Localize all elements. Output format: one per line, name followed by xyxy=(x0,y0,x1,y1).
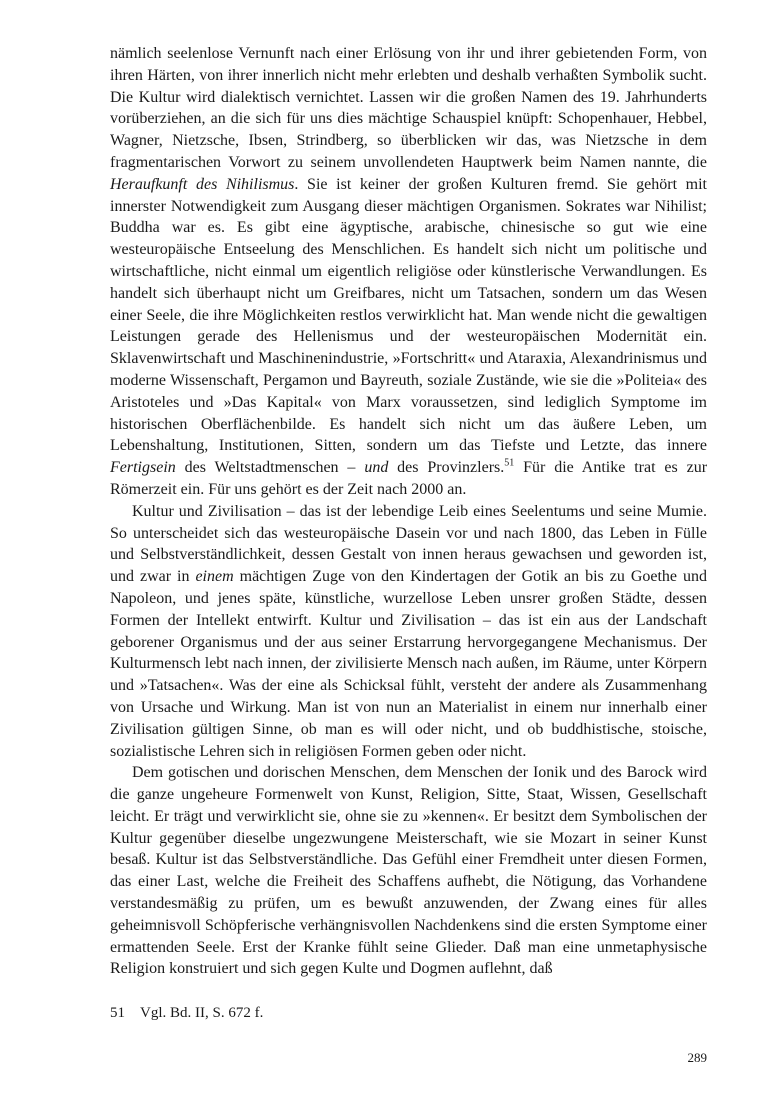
text-run: Für die Antike trat es zur Römerzeit ein. Für uns gehört es der Zeit nach 2000 an. xyxy=(110,459,708,498)
footnote-reference: 51 xyxy=(504,457,515,469)
paragraph xyxy=(110,43,707,501)
text-run: Kultur und Zivilisation – das ist der lebendige Leib eines Seelentums und seine Mumie. So unterscheidet sich das westeuropäische Dasein vor und nach 1800, das Leben in Fülle und Selbstverständlichkeit, dessen Gestalt von innen heraus gewachsen und geworden ist, und zwar in xyxy=(110,502,707,586)
text-run: Dem gotischen und dorischen Menschen, dem Menschen der Ionik und des Barock wird die ganze ungeheure Formenwelt von Kunst, Religion, Sitte, Staat, Wissen, Gesellschaft leicht. Er trägt und verwirklicht sie, ohne sie zu »kennen«. Er besitzt dem Symbolischen der Kultur gegenüber dieselbe ungezwungene Meisterschaft, wie sie Mozart in seiner Kunst besaß. Kultur ist das Selbstverständliche. Das Gefühl einer Fremdheit unter diesen Formen, das einer Last, welche die Freiheit des Schaffens aufhebt, die Nötigung, das Vorhandene verstandesmäßig zu prüfen, um es bewußt anzuwenden, der Zwang eines für alles geheimnisvoll Schöpferische verhängnisvollen Nachdenkens sind die ersten Symptome einer ermattenden Seele. Erst der Kranke fühlt seine Glieder. Daß man eine unmetaphysische Religion konstruiert und sich gegen Kulte und Dogmen auflehnt, daß xyxy=(110,764,707,978)
text-run: des Provinzlers. xyxy=(388,459,505,477)
paragraph xyxy=(110,501,707,763)
footnote-text: Vgl. Bd. II, S. 672 f. xyxy=(140,1005,264,1021)
text-run: mächtigen Zuge von den Kindertagen der Gotik an bis zu Goethe und Napoleon, und jenes späte, künstliche, wurzellose Leben unsrer großen Städte, dessen Formen der Intellekt entwirft. Kultur und Zivilisation – das ist ein aus der Landschaft geborener Organismus und der aus seiner Erstarrung hervorgegangene Mechanismus. Der Kulturmensch lebt nach innen, der zivilisierte Mensch nach außen, im Räume, unter Körpern und »Tatsachen«. Was der eine als Schicksal fühlt, versteht der andere als Zusammenhang von Ursache und Wirkung. Man ist von nun an Materialist in einem nur innerhalb einer Zivilisation gültigen Sinne, ob man es will oder nicht, und ob buddhistische, stoische, sozialistische Lehren sich in religiösen Formen geben oder nicht. xyxy=(110,568,707,760)
footnote xyxy=(110,1003,707,1023)
text-run: des Weltstadtmenschen – xyxy=(175,459,365,477)
emphasis: und xyxy=(364,459,389,477)
page-number: 289 xyxy=(687,1050,707,1065)
emphasis: Heraufkunft des Nihilismus xyxy=(110,175,295,193)
footnote-number: 51 xyxy=(110,1005,125,1021)
paragraph xyxy=(110,762,707,980)
emphasis: Fertigsein xyxy=(110,459,176,477)
body-text xyxy=(110,43,707,980)
emphasis: einem xyxy=(195,568,234,586)
text-run: nämlich seelenlose Vernunft nach einer Erlösung von ihr und ihrer gebietenden Form, von ihren Härten, von ihrer innerlich nicht mehr erlebten und deshalb verhaßten Symbolik sucht. Die Kultur wird dialektisch vernichtet. Lassen wir die großen Namen des 19. Jahrhunderts vorüberziehen, an die sich für uns dies mächtige Schauspiel knüpft: Schopenhauer, Hebbel, Wagner, Nietzsche, Ibsen, Strindberg, so überblicken wir das, was Nietzsche in dem fragmentarischen Vorwort zu seinem unvollendeten Hauptwerk beim Namen nannte, die xyxy=(110,45,707,171)
text-run: . Sie ist keiner der großen Kulturen fremd. Sie gehört mit innerster Notwendigkeit zum Ausgang dieser mächtigen Organismen. Sokrates war Nihilist; Buddha war es. Es gibt eine ägyptische, arabische, chinesische so gut wie eine westeuropäische Entseelung des Menschlichen. Es handelt sich nicht um politische und wirtschaftliche, nicht einmal um eigentlich religiöse oder künstlerische Verwandlungen. Es handelt sich überhaupt nicht um Greifbares, nicht um Tatsachen, sondern um das Wesen einer Seele, die ihre Möglichkeiten restlos verwirklicht hat. Man wende nicht die gewaltigen Leistungen gerade des Hellenismus und der westeuropäischen Modernität ein. Sklavenwirtschaft und Maschinenindustrie, »Fortschritt« und Ataraxia, Alexandrinismus und moderne Wissenschaft, Pergamon und Bayreuth, soziale Zustände, wie sie die »Politeia« des Aristoteles und »Das Kapital« von Marx voraussetzen, sind lediglich Symptome im historischen Oberflächenbilde. Es handelt sich nicht um das äußere Leben, um Lebenshaltung, Institutionen, Sitten, sondern um das Tiefste und Letzte, das innere xyxy=(110,175,707,455)
